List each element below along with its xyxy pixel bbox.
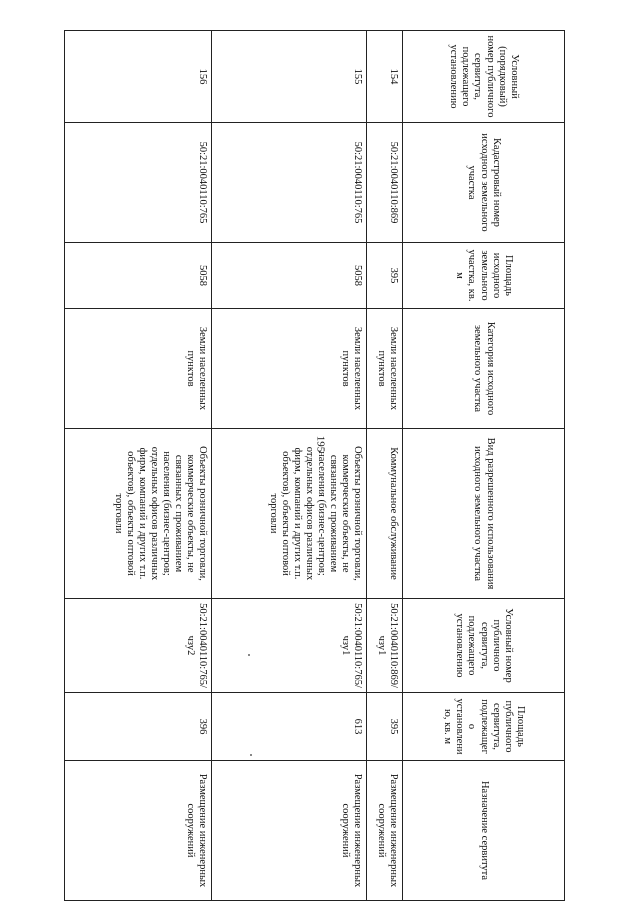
cell-easement-id: 50:21:0040110:869/чзу1 bbox=[367, 599, 403, 693]
header-source-area: Площадь исходного земельного участка, кв. м bbox=[403, 243, 565, 309]
header-land-category: Категория исходного земельного участка bbox=[403, 309, 565, 429]
cell-number: 155 bbox=[212, 31, 367, 123]
cell-number: 154 bbox=[367, 31, 403, 123]
cell-category: Земли населенных пунктов bbox=[367, 309, 403, 429]
cell-category: Земли населенных пунктов bbox=[212, 309, 367, 429]
table-header-row bbox=[403, 31, 565, 901]
page-number: 195 bbox=[314, 435, 327, 453]
cell-easement-id: 50:21:0040110:765/чзу1 bbox=[212, 599, 367, 693]
table-row bbox=[367, 31, 403, 901]
header-cadastral-number: Кадастровый номер исходного земельного участка bbox=[403, 123, 565, 243]
table-row bbox=[65, 31, 212, 901]
cell-use: Объекты розничной торговли, коммерческие объекты, не связанных с проживанием населения (бизнес-центров; отдельных офисов различных фирм, компаний и других т.п. объектов), объекты оптовой торговли bbox=[212, 429, 367, 599]
cell-use: Коммунальное обслуживание bbox=[367, 429, 403, 599]
easement-table-container bbox=[65, 30, 565, 900]
cell-purpose: Размещение инженерных сооружений bbox=[367, 761, 403, 901]
cell-easement-area: 613 bbox=[212, 693, 367, 761]
cell-easement-id: 50:21:0040110:765/чзу2 bbox=[65, 599, 212, 693]
cell-category: Земли населенных пунктов bbox=[65, 309, 212, 429]
easement-table bbox=[64, 30, 565, 901]
header-easement-number: Условный (порядковый) номер публичного сервитута, подлежащего установлению bbox=[403, 31, 565, 123]
cell-area: 395 bbox=[367, 243, 403, 309]
header-permitted-use: Вид разрешенного использования исходного земельного участка bbox=[403, 429, 565, 599]
cell-purpose: Размещение инженерных сооружений bbox=[212, 761, 367, 901]
cell-cadastral: 50:21:0040110:765 bbox=[65, 123, 212, 243]
cell-easement-area: 396 bbox=[65, 693, 212, 761]
header-easement-id: Условный номер публичного сервитута, подлежащего установлению bbox=[403, 599, 565, 693]
cell-number: 156 bbox=[65, 31, 212, 123]
header-easement-area: Площадь публичного сервитута, подлежащего установлению, кв. м bbox=[403, 693, 565, 761]
header-easement-purpose: Назначение сервитута bbox=[403, 761, 565, 901]
cell-cadastral: 50:21:0040110:765 bbox=[212, 123, 367, 243]
cell-area: 5058 bbox=[212, 243, 367, 309]
cell-use: Объекты розничной торговли, коммерческие объекты, не связанных с проживанием населения (бизнес-центров; отдельных офисов различных фирм, компаний и других т.п. объектов), объекты оптовой торговли bbox=[65, 429, 212, 599]
cell-easement-area: 395 bbox=[367, 693, 403, 761]
cell-area: 5058 bbox=[65, 243, 212, 309]
cell-cadastral: 50:21:0040110:869 bbox=[367, 123, 403, 243]
cell-purpose: Размещение инженерных сооружений bbox=[65, 761, 212, 901]
table-row bbox=[212, 31, 367, 901]
